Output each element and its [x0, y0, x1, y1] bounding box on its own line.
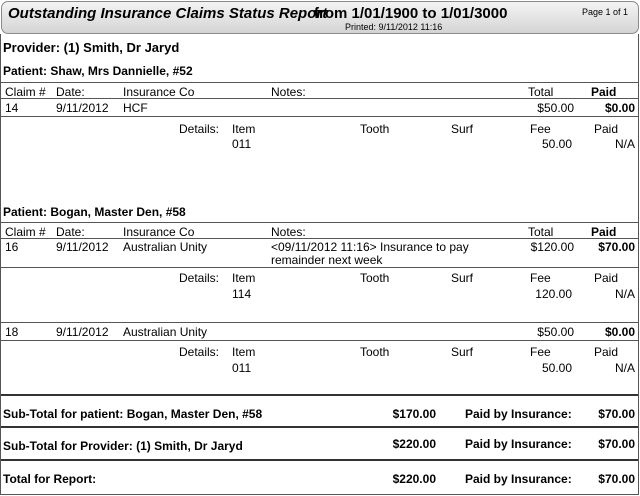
subtotal-provider-paid: $70.00 [598, 437, 635, 451]
report-total-amount: $220.00 [392, 472, 436, 486]
detail-fee: 50.00 [541, 361, 572, 375]
claim-notes: <09/11/2012 11:16> Insurance to pay [271, 240, 469, 254]
detail-fee-header: Fee [530, 345, 551, 359]
divider [0, 459, 638, 461]
divider [0, 394, 638, 396]
col-paid-header: Paid [591, 85, 617, 99]
page-number: Page 1 of 1 [582, 7, 629, 17]
report-title: Outstanding Insurance Claims Status Report [8, 5, 328, 22]
divider [0, 116, 638, 117]
claim-paid: $0.00 [604, 325, 635, 339]
subtotal-provider-amount: $220.00 [392, 437, 436, 451]
claim-number: 16 [5, 240, 19, 254]
detail-paid: N/A [614, 137, 635, 151]
subtotal-patient-label: Sub-Total for patient: Bogan, Master Den, #58 [3, 407, 263, 421]
col-total-header: Total [528, 85, 554, 99]
detail-surf-header: Surf [451, 345, 474, 359]
detail-tooth-header: Tooth [360, 122, 390, 136]
frame-right [638, 34, 639, 495]
detail-item-header: Item [232, 271, 256, 285]
divider [0, 222, 638, 223]
subtotal-provider-paid-label: Paid by Insurance: [465, 437, 572, 451]
claim-total: $50.00 [537, 325, 574, 339]
divider [0, 267, 638, 268]
claim-date: 9/11/2012 [56, 325, 109, 339]
claim-number: 18 [5, 325, 19, 339]
claim-total: $50.00 [537, 101, 574, 115]
divider [0, 426, 638, 428]
subtotal-patient-paid: $70.00 [598, 407, 635, 421]
patient-heading: Patient: Shaw, Mrs Dannielle, #52 [3, 64, 193, 78]
report-total-label: Total for Report: [3, 472, 97, 486]
claim-paid: $0.00 [604, 101, 635, 115]
detail-surf-header: Surf [451, 122, 474, 136]
col-notes-header: Notes: [271, 85, 306, 99]
col-total-header: Total [528, 225, 554, 239]
patient-heading: Patient: Bogan, Master Den, #58 [3, 205, 186, 219]
claim-notes-continued: remainder next week [271, 253, 383, 267]
detail-item-header: Item [232, 345, 256, 359]
detail-surf-header: Surf [451, 271, 474, 285]
divider [0, 340, 638, 341]
detail-fee-header: Fee [530, 122, 551, 136]
col-insurance-header: Insurance Co [123, 85, 195, 99]
detail-fee-header: Fee [530, 271, 551, 285]
detail-item: 011 [232, 137, 252, 151]
provider-heading: Provider: (1) Smith, Dr Jaryd [3, 40, 180, 55]
divider [0, 322, 638, 323]
detail-item-header: Item [232, 122, 256, 136]
col-date-header: Date: [56, 85, 85, 99]
claim-total: $120.00 [530, 240, 574, 254]
details-label: Details: [179, 345, 220, 359]
detail-paid-header: Paid [594, 345, 619, 359]
detail-tooth-header: Tooth [360, 271, 390, 285]
detail-paid-header: Paid [594, 122, 619, 136]
frame-left [0, 34, 1, 495]
claim-number: 14 [5, 101, 19, 115]
detail-paid: N/A [614, 287, 635, 301]
subtotal-patient-paid-label: Paid by Insurance: [465, 407, 572, 421]
detail-item: 114 [232, 287, 252, 301]
col-date-header: Date: [56, 225, 85, 239]
claim-insurance: HCF [123, 101, 148, 115]
details-label: Details: [179, 271, 220, 285]
detail-fee: 120.00 [535, 287, 572, 301]
divider [0, 238, 638, 239]
divider [0, 82, 638, 83]
claim-paid: $70.00 [598, 240, 635, 254]
detail-fee: 50.00 [541, 137, 572, 151]
col-paid-header: Paid [591, 225, 617, 239]
detail-paid: N/A [614, 361, 635, 375]
detail-item: 011 [232, 361, 252, 375]
col-claim-header: Claim # [5, 85, 46, 99]
report-total-paid: $70.00 [598, 472, 635, 486]
claim-date: 9/11/2012 [56, 240, 109, 254]
detail-tooth-header: Tooth [360, 345, 390, 359]
divider [0, 98, 638, 99]
claim-date: 9/11/2012 [56, 101, 109, 115]
report-total-paid-label: Paid by Insurance: [465, 472, 572, 486]
subtotal-provider-label: Sub-Total for Provider: (1) Smith, Dr Jaryd [3, 439, 243, 453]
frame-bottom [0, 494, 638, 495]
printed-timestamp: Printed: 9/11/2012 11:16 [345, 22, 443, 32]
col-notes-header: Notes: [271, 225, 306, 239]
report-date-range: from 1/01/1900 to 1/01/3000 [314, 5, 508, 22]
col-claim-header: Claim # [5, 225, 46, 239]
claim-insurance: Australian Unity [123, 240, 208, 254]
claim-insurance: Australian Unity [123, 325, 208, 339]
details-label: Details: [179, 122, 220, 136]
subtotal-patient-amount: $170.00 [392, 407, 436, 421]
detail-paid-header: Paid [594, 271, 619, 285]
col-insurance-header: Insurance Co [123, 225, 195, 239]
